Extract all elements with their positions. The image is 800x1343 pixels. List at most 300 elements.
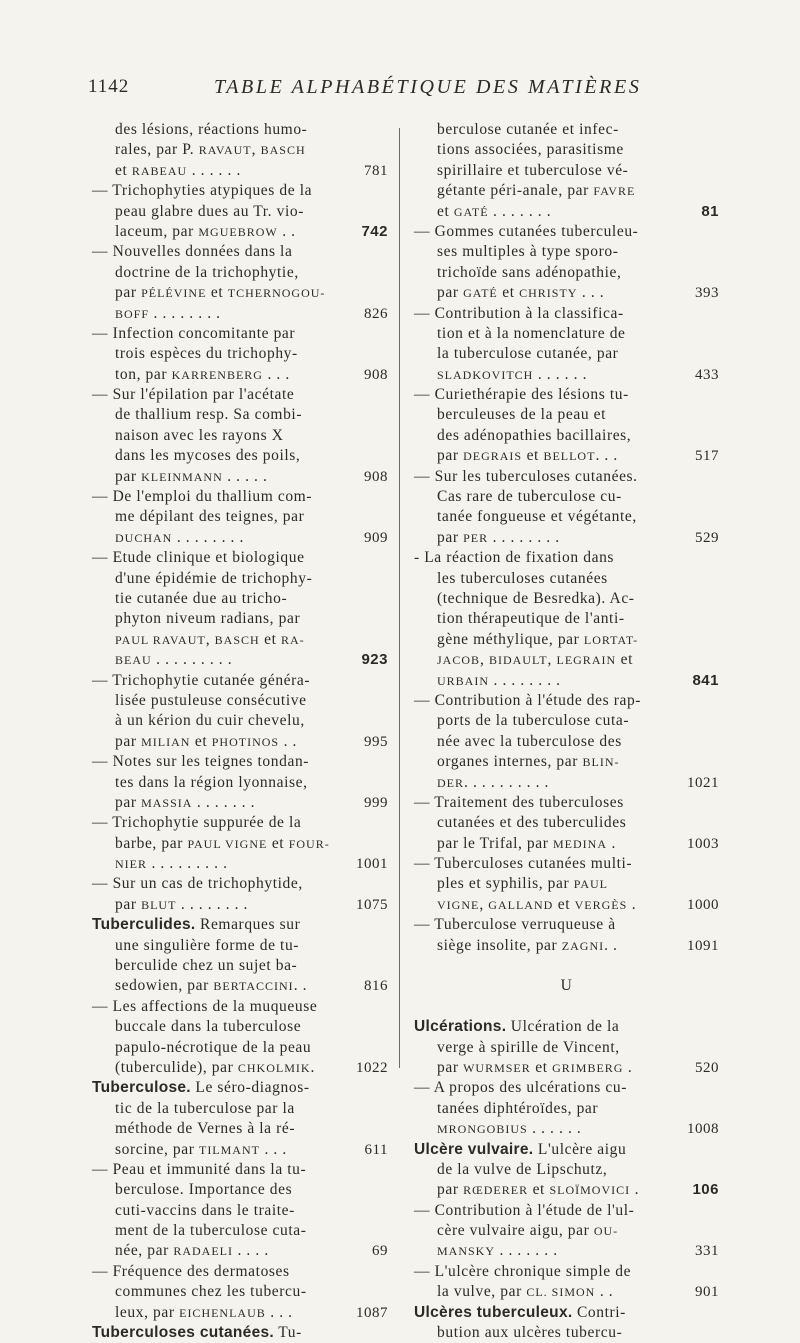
- text-segment: méthode de Vernes à la ré-: [115, 1120, 296, 1138]
- author-name: RAVAUT: [198, 143, 252, 158]
- headword: Ulcère vulvaire.: [414, 1140, 534, 1158]
- index-text: [92, 915, 300, 935]
- text-segment: communes chez les tubercu-: [115, 1283, 307, 1301]
- text-segment: par: [437, 1058, 464, 1076]
- index-line: [414, 1099, 719, 1119]
- text-segment: . . .: [259, 1140, 287, 1158]
- text-segment: — Sur un cas de trichophytide,: [92, 875, 303, 893]
- index-line: [414, 344, 719, 364]
- page-reference: 520: [695, 1059, 719, 1076]
- text-segment: L'ulcère aigu: [533, 1140, 627, 1158]
- text-segment: ,: [479, 895, 489, 913]
- index-text: [437, 242, 619, 262]
- index-text: [115, 976, 307, 996]
- page-reference: 995: [364, 733, 388, 750]
- page-reference: 69: [372, 1243, 388, 1260]
- text-segment: . . . . . . . . .: [151, 651, 233, 669]
- index-text: [115, 263, 299, 283]
- index-text: [414, 1078, 627, 1098]
- index-line: [414, 385, 719, 405]
- author-name: LORTAT-: [583, 632, 639, 647]
- text-segment: gétante péri-anale, par: [437, 182, 594, 200]
- text-segment: et: [259, 630, 282, 648]
- index-line: [92, 1323, 388, 1343]
- text-segment: — Gommes cutanées tuberculeu-: [414, 222, 639, 240]
- text-segment: par: [437, 1181, 464, 1199]
- text-segment: ses multiples à type sporo-: [437, 243, 619, 261]
- author-name: GATÉ: [453, 204, 489, 219]
- author-name: BERTACCINI: [213, 979, 294, 994]
- index-line: [414, 915, 719, 935]
- index-line: [92, 711, 388, 731]
- text-segment: tic de la tuberculose par la: [115, 1099, 295, 1117]
- text-segment: . . .: [265, 1303, 293, 1321]
- index-text: [437, 405, 606, 425]
- index-line: [414, 446, 719, 466]
- index-line: [414, 630, 719, 650]
- index-line: [414, 1201, 719, 1221]
- index-line: [92, 467, 388, 487]
- text-segment: . .: [279, 732, 297, 750]
- text-segment: (technique de Besredka). Ac-: [437, 589, 635, 607]
- index-line: [414, 120, 719, 140]
- index-text: [437, 834, 616, 854]
- index-text: [115, 1201, 295, 1221]
- author-name: BIDAULT: [488, 653, 548, 668]
- author-name: RADAELI: [173, 1244, 233, 1259]
- index-text: [437, 507, 637, 527]
- index-line: [92, 1017, 388, 1037]
- text-segment: bution aux ulcères tubercu-: [437, 1324, 623, 1342]
- index-line: [414, 202, 719, 222]
- index-line: [92, 426, 388, 446]
- page-reference: 611: [364, 1141, 388, 1158]
- text-segment: organes internes, par: [437, 753, 583, 771]
- author-name: PAUL VIGNE: [187, 836, 268, 851]
- text-segment: cuti-vaccins dans le traite-: [115, 1201, 295, 1219]
- index-text: [115, 854, 228, 874]
- text-segment: Le séro-diagnos-: [190, 1079, 310, 1097]
- page-reference: 781: [364, 162, 388, 179]
- author-name: BOFF: [115, 306, 150, 321]
- index-line: [414, 1241, 719, 1261]
- index-line: [92, 324, 388, 344]
- index-text: [437, 140, 624, 160]
- index-text: [115, 120, 307, 140]
- author-name: DUCHAN: [115, 530, 173, 545]
- page-reference: 517: [695, 448, 719, 465]
- index-line: [92, 1180, 388, 1200]
- index-text: [92, 181, 312, 201]
- text-segment: les tuberculoses cutanées: [437, 569, 608, 587]
- text-segment: sorcine, par: [115, 1140, 199, 1158]
- text-segment: — Nouvelles données dans la: [92, 243, 293, 261]
- text-segment: trois espèces du trichophy-: [115, 345, 298, 363]
- text-segment: — Contribution à l'étude des rap-: [414, 691, 642, 709]
- index-line: [92, 915, 388, 935]
- index-text: [437, 630, 638, 650]
- text-segment: berculeuses de la peau et: [437, 406, 607, 424]
- author-name: FAVRE: [593, 184, 636, 199]
- text-segment: . . . . . . . . .: [147, 855, 228, 873]
- index-line: [414, 507, 719, 527]
- index-text: [437, 1099, 598, 1119]
- index-text: [115, 304, 221, 324]
- index-line: [92, 936, 388, 956]
- text-segment: tanée fongueuse et végétante,: [437, 508, 637, 526]
- index-line: [92, 1201, 388, 1221]
- author-name: BELLOT: [543, 449, 596, 464]
- page-reference: 999: [364, 794, 388, 811]
- index-text: [115, 793, 255, 813]
- index-line: [92, 487, 388, 507]
- index-text: [437, 650, 633, 670]
- index-text: [437, 1323, 622, 1343]
- text-segment: . . . . . . . . . .: [464, 773, 550, 791]
- text-segment: — Tuberculoses cutanées multi-: [414, 855, 633, 873]
- text-segment: par: [437, 528, 464, 546]
- index-line: [414, 650, 719, 670]
- page-reference: 81: [701, 202, 719, 220]
- text-segment: et: [267, 834, 289, 852]
- index-line: [414, 1038, 719, 1058]
- column-divider: [399, 128, 400, 1068]
- index-text: [92, 1262, 290, 1282]
- text-segment: — Peau et immunité dans la tu-: [92, 1160, 307, 1178]
- index-line: [414, 936, 719, 956]
- index-line: [92, 793, 388, 813]
- text-segment: et: [553, 895, 575, 913]
- index-text: [414, 467, 638, 487]
- index-line: [414, 426, 719, 446]
- text-segment: — Notes sur les teignes tondan-: [92, 753, 310, 771]
- text-segment: tie cutanée due au tricho-: [115, 589, 288, 607]
- page-reference: 1087: [356, 1304, 388, 1321]
- index-line: [414, 1140, 719, 1160]
- author-name: PER: [463, 530, 489, 545]
- index-line: [414, 671, 719, 691]
- page-reference: 529: [695, 529, 719, 546]
- author-name: BEAU: [115, 653, 152, 668]
- index-text: [115, 365, 290, 385]
- index-line: [92, 1058, 388, 1078]
- page-reference: 393: [695, 285, 719, 302]
- text-segment: et: [206, 284, 228, 302]
- index-line: [92, 385, 388, 405]
- text-segment: — Fréquence des dermatoses: [92, 1262, 290, 1280]
- index-text: [437, 1282, 613, 1302]
- index-line: [414, 895, 719, 915]
- text-segment: — Trichophyties atypiques de la: [92, 182, 313, 200]
- index-line: [414, 405, 719, 425]
- author-name: GATÉ: [463, 286, 498, 301]
- index-line: [414, 528, 719, 548]
- index-text: [115, 732, 297, 752]
- index-line: [92, 202, 388, 222]
- text-segment: ,: [480, 651, 489, 669]
- text-segment: des lésions, réactions humo-: [115, 121, 308, 138]
- page-reference: 826: [364, 305, 388, 322]
- index-line: [92, 1038, 388, 1058]
- text-segment: berculose. Importance des: [115, 1181, 293, 1199]
- text-segment: par: [437, 447, 464, 465]
- index-text: [437, 813, 626, 833]
- index-text: [115, 650, 232, 670]
- index-line: [414, 589, 719, 609]
- page-reference: 816: [364, 978, 388, 995]
- index-text: [115, 1017, 301, 1037]
- index-text: [115, 467, 267, 487]
- index-text: [115, 895, 248, 915]
- author-name: BASCH: [214, 632, 260, 647]
- text-segment: Ulcération de la: [506, 1018, 620, 1036]
- text-segment: . . . . . .: [533, 365, 588, 383]
- headword: Ulcères tuberculeux.: [414, 1303, 573, 1321]
- index-line: [92, 1241, 388, 1261]
- text-segment: — Traitement des tuberculoses: [414, 793, 624, 811]
- text-segment: — Contribution à l'étude de l'ul-: [414, 1201, 635, 1219]
- index-text: [115, 1282, 307, 1302]
- index-line: [92, 732, 388, 752]
- page-reference: 923: [361, 651, 388, 669]
- index-text: [414, 304, 624, 324]
- author-name: FOUR-: [288, 836, 330, 851]
- page-reference: 901: [695, 1284, 719, 1301]
- text-segment: . . . . . .: [187, 161, 241, 179]
- index-line: [92, 365, 388, 385]
- index-text: [437, 528, 560, 548]
- headword: Tuberculoses cutanées.: [92, 1324, 275, 1342]
- index-text: [414, 854, 632, 874]
- index-text: [437, 344, 618, 364]
- page-reference: 908: [364, 468, 388, 485]
- text-segment: lisée pustuleuse consécutive: [115, 691, 307, 709]
- index-text: [437, 569, 608, 589]
- text-segment: — Les affections de la muqueuse: [92, 997, 318, 1015]
- index-text: [437, 283, 604, 303]
- index-text: [92, 324, 295, 344]
- text-segment: spirillaire et tuberculose vé-: [437, 161, 629, 179]
- index-line: [414, 467, 719, 487]
- page-reference: 1000: [687, 896, 719, 913]
- author-name: PAUL: [573, 877, 608, 892]
- page-reference: 1021: [687, 774, 719, 791]
- text-segment: tions associées, parasitisme: [437, 141, 624, 159]
- author-name: TILMANT: [198, 1142, 260, 1157]
- index-line: [92, 752, 388, 772]
- author-name: LEGRAIN: [556, 653, 617, 668]
- page-reference: 1075: [356, 896, 388, 913]
- text-segment: leux, par: [115, 1303, 180, 1321]
- index-line: [92, 1119, 388, 1139]
- text-segment: (tuberculide), par: [115, 1058, 238, 1076]
- index-line: [92, 1221, 388, 1241]
- index-text: [414, 915, 616, 935]
- index-line: [92, 1303, 388, 1323]
- index-text: [115, 446, 300, 466]
- text-segment: trichoïde sans adénopathie,: [437, 263, 622, 281]
- text-segment: . . . . . . . .: [176, 895, 249, 913]
- text-segment: par: [437, 284, 464, 302]
- text-segment: ples et syphilis, par: [437, 875, 574, 893]
- text-segment: peau glabre dues au Tr. vio-: [115, 202, 304, 220]
- index-line: [92, 650, 388, 670]
- text-segment: et: [190, 732, 212, 750]
- index-text: [115, 1221, 307, 1241]
- index-line: [414, 263, 719, 283]
- index-text: [414, 793, 624, 813]
- index-line: [92, 997, 388, 1017]
- text-segment: sedowien, par: [115, 977, 214, 995]
- index-line: [414, 569, 719, 589]
- author-name: CHRISTY: [519, 286, 578, 301]
- index-text: [414, 222, 638, 242]
- author-name: TCHERNOGOU-: [227, 286, 326, 301]
- text-segment: ,: [251, 141, 261, 159]
- index-line: [92, 1078, 388, 1098]
- index-line: [92, 813, 388, 833]
- text-segment: — Curiethérapie des lésions tu-: [414, 386, 629, 404]
- left-column: [92, 120, 388, 1343]
- index-line: [414, 1282, 719, 1302]
- index-line: [414, 304, 719, 324]
- text-segment: barbe, par: [115, 834, 188, 852]
- author-name: PAUL RAVAUT: [115, 632, 206, 647]
- index-text: [115, 140, 306, 160]
- text-segment: née, par: [115, 1242, 174, 1260]
- index-text: [115, 1241, 269, 1261]
- index-line: [92, 956, 388, 976]
- author-name: MILIAN: [141, 734, 191, 749]
- index-line: [92, 344, 388, 364]
- index-line: [414, 1323, 719, 1343]
- index-line: [92, 120, 388, 140]
- index-line: [414, 1303, 719, 1323]
- text-segment: et: [437, 202, 454, 220]
- index-line: [92, 548, 388, 568]
- index-text: [437, 1058, 632, 1078]
- text-segment: . . . . . .: [527, 1120, 582, 1138]
- index-line: [92, 1140, 388, 1160]
- index-line: [414, 834, 719, 854]
- author-name: PÉLÉVINE: [141, 286, 207, 301]
- index-text: [437, 1038, 620, 1058]
- text-segment: par: [115, 732, 142, 750]
- text-segment: — A propos des ulcérations cu-: [414, 1079, 628, 1097]
- index-line: [414, 1078, 719, 1098]
- text-segment: d'une épidémie de trichophy-: [115, 569, 313, 587]
- index-text: [92, 487, 312, 507]
- index-text: [437, 1180, 639, 1200]
- index-text: [437, 324, 626, 344]
- author-name: MASSIA: [141, 795, 193, 810]
- index-text: [115, 1180, 292, 1200]
- author-name: RABEAU: [131, 163, 188, 178]
- index-text: [437, 752, 619, 772]
- index-text: [115, 1058, 315, 1078]
- author-name: RŒDERER: [463, 1183, 529, 1198]
- author-name: SLADKOVITCH: [437, 367, 534, 382]
- index-text: [115, 691, 307, 711]
- index-text: [414, 1140, 626, 1160]
- text-segment: par: [115, 284, 142, 302]
- index-line: [92, 609, 388, 629]
- index-text: [115, 956, 297, 976]
- author-name: EICHENLAUB: [179, 1305, 266, 1320]
- text-segment: tanées diphtéroïdes, par: [437, 1099, 599, 1117]
- index-line: [92, 854, 388, 874]
- author-name: MANSKY: [437, 1244, 496, 1259]
- index-text: [92, 385, 294, 405]
- index-text: [92, 1323, 302, 1343]
- text-segment: — Contribution à la classifica-: [414, 304, 624, 322]
- text-segment: par le Trifal, par: [437, 834, 554, 852]
- index-text: [115, 1140, 287, 1160]
- index-text: [437, 895, 636, 915]
- text-segment: — L'ulcère chronique simple de: [414, 1262, 632, 1280]
- text-segment: me dépilant des teignes, par: [115, 508, 305, 526]
- text-segment: — Trichophytie cutanée généra-: [92, 671, 311, 689]
- text-segment: — Etude clinique et biologique: [92, 549, 305, 567]
- index-line: [92, 671, 388, 691]
- index-text: [115, 609, 300, 629]
- index-line: [92, 528, 388, 548]
- text-segment: par: [115, 895, 142, 913]
- text-segment: . . . . . . . .: [149, 304, 221, 322]
- text-segment: naison avec les rayons X: [115, 426, 284, 444]
- text-segment: ton, par: [115, 365, 172, 383]
- index-line: [414, 487, 719, 507]
- index-line: [92, 691, 388, 711]
- text-segment: une singulière forme de tu-: [115, 936, 300, 954]
- index-line: [414, 793, 719, 813]
- text-segment: . . . . . . .: [488, 202, 552, 220]
- text-segment: papulo-nécrotique de la peau: [115, 1038, 312, 1056]
- index-text: [115, 711, 305, 731]
- index-text: [115, 773, 308, 793]
- index-text: [115, 1119, 295, 1139]
- text-segment: et: [522, 447, 544, 465]
- page-reference: 1008: [687, 1121, 719, 1138]
- spacer: [414, 956, 719, 976]
- text-segment: — De l'emploi du thallium com-: [92, 488, 313, 506]
- index-line: [92, 1099, 388, 1119]
- index-text: [437, 202, 551, 222]
- text-segment: .: [630, 1181, 640, 1199]
- author-name: BLIN-: [582, 755, 620, 770]
- index-text: [92, 671, 310, 691]
- author-name: ZAGNI: [561, 938, 605, 953]
- page-reference: 908: [364, 366, 388, 383]
- text-segment: gène méthylique, par: [437, 630, 584, 648]
- text-segment: — Sur les tuberculoses cutanées.: [414, 467, 638, 485]
- index-line: [414, 161, 719, 181]
- text-segment: tion et à la nomenclature de: [437, 324, 626, 342]
- text-segment: — Infection concomitante par: [92, 324, 296, 342]
- index-line: [414, 365, 719, 385]
- text-segment: de thallium resp. Sa combi-: [115, 406, 303, 424]
- index-text: [437, 161, 628, 181]
- text-segment: . .: [277, 222, 296, 240]
- author-name: NIER: [115, 857, 147, 872]
- text-segment: . . . . . . . .: [489, 671, 561, 689]
- index-text: [92, 242, 292, 262]
- index-text: [115, 426, 284, 446]
- index-line: [92, 507, 388, 527]
- index-line: [92, 405, 388, 425]
- text-segment: de la vulve de Lipschutz,: [437, 1160, 608, 1178]
- text-segment: à un kérion du cuir chevelu,: [115, 712, 305, 730]
